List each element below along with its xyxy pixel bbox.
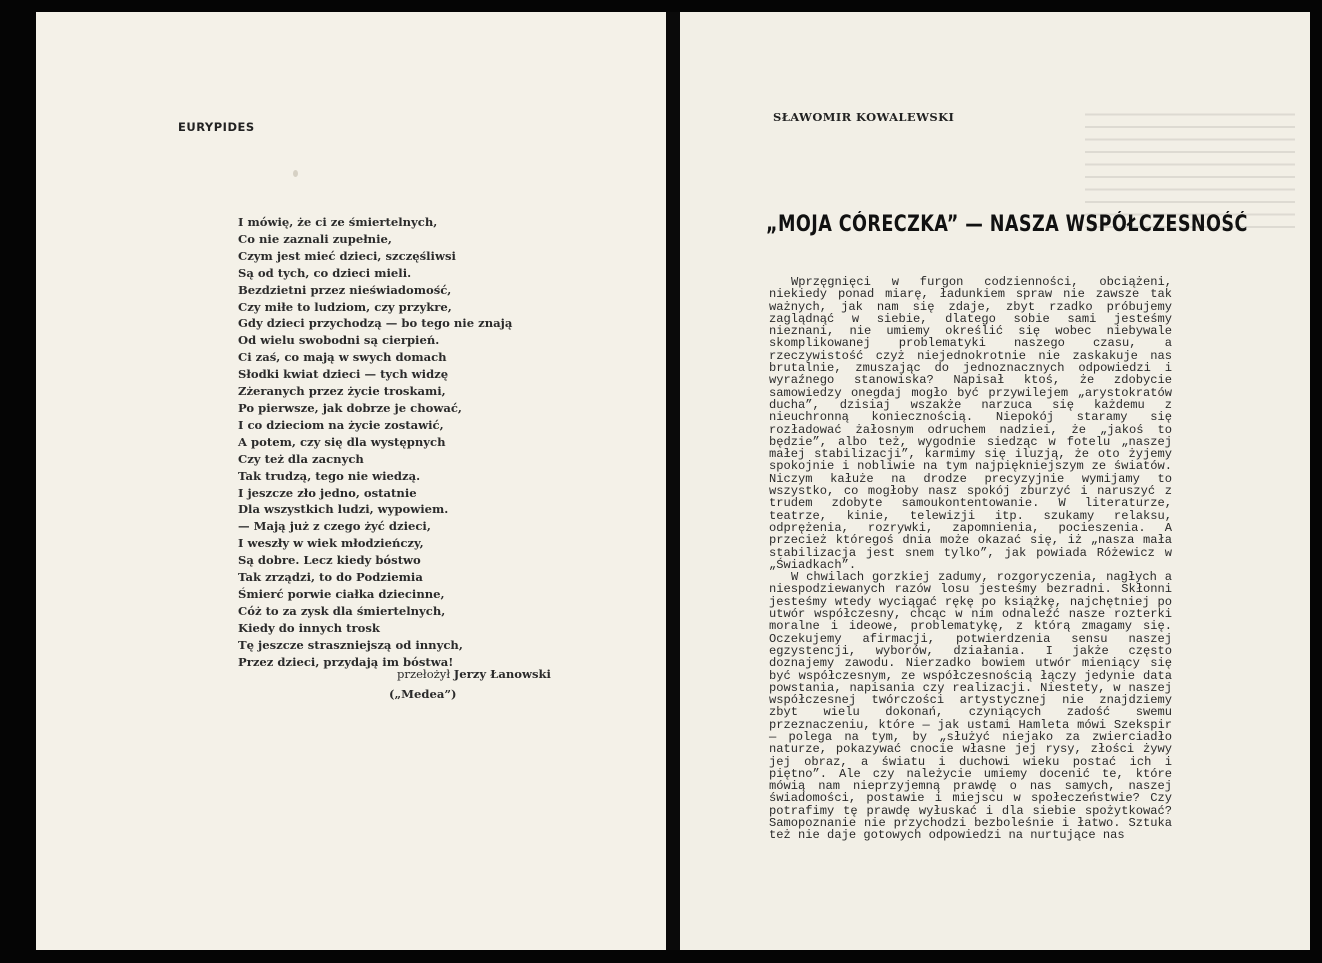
poem-line: Czym jest mieć dzieci, szczęśliwsi: [238, 248, 456, 263]
poem-line: Kiedy do innych trosk: [238, 620, 380, 635]
poem-source: („Medea”): [389, 687, 457, 701]
translator-name: Jerzy Łanowski: [453, 667, 551, 681]
translator-prefix: przełożył: [397, 667, 451, 681]
poem-line: I weszły w wiek młodzieńczy,: [238, 536, 424, 551]
article-paragraph: Wprzęgnięci w furgon codzienności, obciążeni, niekiedy ponad miarę, ładunkiem spraw nie zawsze tak ważnych, jak nam się zdaje, zbyt rzadko próbujemy zaglądnąć w siebie, dlatego sobie sami jesteśmy nieznani, nie umiemy określić się wobec niebywale skomplikowanej problematyki naszego czasu, a rzeczywistość czyż niejednokrotnie nie zaskakuje nas brutalnie, zmuszając do jednoznacznych odpowiedzi i wyraźnego stanowiska? Napisał ktoś, że zdobycie samowiedzy onegdaj mogło być przywilejem „arystokratów ducha”, dzisiaj wszakże narzuca się każdemu z nieuchronną koniecznością. Niepokój staramy się rozładować żałosnym odruchem nadziei, że „jakoś to będzie”, albo też, wygodnie siedząc w fotelu „naszej małej stabilizacji”, karmimy się iluzją, że oto żyjemy spokojnie i nobliwie na tym najpiękniejszym ze światów. Niczym kałuże na drodze precyzyjnie wymijamy to wszystko, co mogłoby nasz spokój zburzyć i naruszyć z trudem zdobyte samoukontentowanie. W literaturze, teatrze, kinie, telewizji itp. szukamy relaksu, odprężenia, rozrywki, zapomnienia, pocieszenia. A przecież któregoś dnia może okazać się, iż „nasza mała stabilizacja jest snem tylko”, jak powiada Różewicz w „Świadkach”.: [769, 275, 1172, 572]
poem-line: Zżeranych przez życie troskami,: [238, 384, 446, 399]
poem-line: Tę jeszcze straszniejszą od innych,: [238, 637, 463, 652]
poem-line: Bezdzietni przez nieświadomość,: [238, 282, 452, 297]
poem-line: I jeszcze zło jedno, ostatnie: [238, 485, 417, 500]
poem-line: Przez dzieci, przydają im bóstwa!: [238, 654, 454, 669]
poem-line: I mówię, że ci ze śmiertelnych,: [238, 215, 438, 229]
poem-line: Śmierć porwie ciałka dziecinne,: [238, 586, 445, 601]
poem-line: — Mają już z czego żyć dzieci,: [238, 519, 431, 534]
poem-line: A potem, czy się dla występnych: [238, 434, 446, 449]
article-body: [769, 276, 1172, 842]
poem-line: Cóż to za zysk dla śmiertelnych,: [238, 603, 446, 618]
right-page: [680, 12, 1310, 950]
poem: [238, 214, 512, 670]
translator-credit: [397, 667, 551, 681]
poem-line: Tak zrządzi, to do Podziemia: [238, 570, 423, 585]
book-gutter: [666, 12, 680, 950]
poem-line: Czy też dla zacnych: [238, 451, 364, 466]
article-paragraph: W chwilach gorzkiej zadumy, rozgoryczenia, nagłych a niespodziewanych razów losu jesteśmy bezradni. Skłonni jesteśmy wtedy wyciągać rękę po książkę, najchętniej po utwór współczesny, chcąc w nim odnaleźć nasze rozterki moralne i ideowe, problematykę, z którą zmagamy się. Oczekujemy afirmacji, potwierdzenia sensu naszej egzystencji, wyborów, działania. I jakże często doznajemy zawodu. Nierzadko bowiem utwór mieniący się być współczesnym, ze współczesnością łączy jedynie data powstania, napisania czy realizacji. Niestety, w naszej współczesnej twórczości artystycznej nie znajdziemy zbyt wielu dokonań, czyniących zadość swemu przeznaczeniu, które — jak ustami Hamleta mówi Szekspir — polega na tym, by „służyć niejako za zwierciadło naturze, pokazywać cnocie własne jej rysy, złości żywy jej obraz, a światu i duchowi wieku postać ich i piętno”. Ale czy należycie umiemy docenić te, które mówią nam nieprzyjemną prawdę o nas samych, naszej świadomości, postawie i miejscu w społeczeństwie? Czy potrafimy tę prawdę wyłuskać i dla siebie spożytkować? Samopoznanie nie przychodzi bezboleśnie i łatwo. Sztuka też nie daje gotowych odpowiedzi na nurtujące nas: [769, 570, 1172, 843]
show-through-text: [1085, 108, 1295, 228]
poem-line: Ci zaś, co mają w swych domach: [238, 350, 447, 365]
poem-line: Od wielu swobodni są cierpień.: [238, 333, 440, 348]
poem-line: Słodki kwiat dzieci — tych widzę: [238, 367, 449, 382]
poem-line: Tak trudzą, tego nie wiedzą.: [238, 468, 421, 483]
poem-line: Czy miłe to ludziom, czy przykre,: [238, 299, 452, 314]
poem-line: Są dobre. Lecz kiedy bóstwo: [238, 553, 421, 568]
left-page: [36, 12, 666, 950]
poem-line: I co dzieciom na życie zostawić,: [238, 417, 444, 432]
right-author: SŁAWOMIR KOWALEWSKI: [773, 110, 955, 124]
poem-line: Są od tych, co dzieci mieli.: [238, 265, 412, 280]
poem-line: Po pierwsze, jak dobrze je chować,: [238, 400, 462, 415]
left-author: EURYPIDES: [178, 120, 255, 134]
article-title: „MOJA CÓRECZKA” — NASZA WSPÓŁCZESNOŚĆ: [766, 212, 1248, 237]
paper-speck: [293, 170, 298, 177]
poem-line: Co nie zaznali zupełnie,: [238, 231, 392, 246]
poem-line: Gdy dzieci przychodzą — bo tego nie znają: [238, 316, 513, 331]
poem-line: Dla wszystkich ludzi, wypowiem.: [238, 502, 449, 517]
